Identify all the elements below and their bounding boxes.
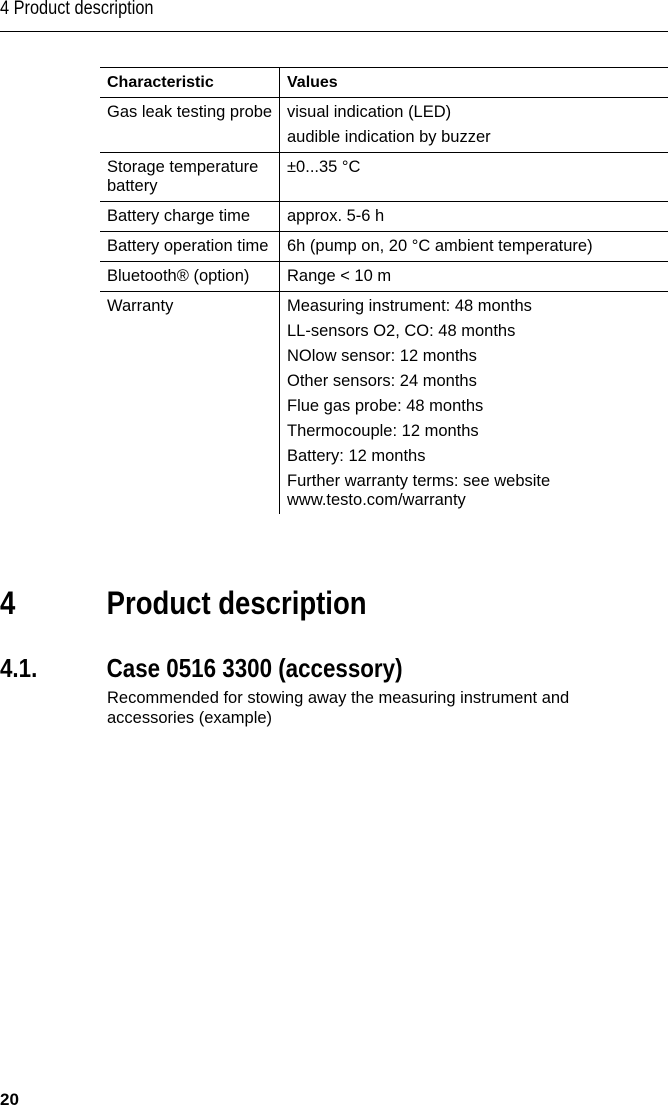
value-line: Battery: 12 months: [287, 447, 426, 465]
value-line: approx. 5-6 h: [287, 207, 385, 225]
section-paragraph: Recommended for stowing away the measuring instrument and accessories (example): [107, 689, 570, 727]
values-cell: [280, 262, 668, 292]
value-line: Further warranty terms: see website www.testo.com/warranty: [287, 472, 551, 509]
value-line: Flue gas probe: 48 months: [287, 397, 484, 415]
value-line: audible indication by buzzer: [287, 128, 491, 146]
characteristic-cell: Battery operation time: [100, 232, 280, 262]
section-number: 4.1.: [0, 653, 38, 683]
value-line: ±0...35 °C: [287, 158, 361, 176]
table-row: [100, 232, 668, 262]
value-line: Measuring instrument: 48 months: [287, 297, 532, 315]
values-cell: [280, 153, 668, 202]
value-line: Thermocouple: 12 months: [287, 422, 479, 440]
value-line: NOlow sensor: 12 months: [287, 347, 477, 365]
column-header-characteristic: Characteristic: [100, 68, 280, 98]
values-cell: [280, 202, 668, 232]
table-row: [100, 153, 668, 202]
characteristic-cell: Battery charge time: [100, 202, 280, 232]
value-line: LL-sensors O2, CO: 48 months: [287, 322, 516, 340]
page-number: 20: [0, 1090, 19, 1109]
section-heading: [0, 651, 403, 685]
values-cell: [280, 292, 668, 515]
characteristic-cell: Storage temperature battery: [100, 153, 280, 202]
characteristic-cell: Bluetooth® (option): [100, 262, 280, 292]
chapter-number: 4: [0, 585, 16, 621]
values-cell: [280, 98, 668, 153]
characteristic-cell: Warranty: [100, 292, 280, 515]
table-header-row: [100, 68, 668, 98]
value-line: Range < 10 m: [287, 267, 392, 285]
column-header-values: Values: [280, 68, 668, 98]
table-row: [100, 98, 668, 153]
specifications-table: [100, 67, 668, 514]
value-line: visual indication (LED): [287, 103, 452, 121]
chapter-title: Product description: [106, 585, 367, 621]
table-row: [100, 262, 668, 292]
value-line: Other sensors: 24 months: [287, 372, 477, 390]
running-header-title: 4 Product description: [0, 0, 154, 19]
table-row: [100, 292, 668, 515]
characteristic-cell: Gas leak testing probe: [100, 98, 280, 153]
section-title: Case 0516 3300 (accessory): [106, 653, 403, 683]
values-cell: [280, 232, 668, 262]
value-line: 6h (pump on, 20 °C ambient temperature): [287, 237, 593, 255]
running-header: [0, 0, 668, 32]
table-row: [100, 202, 668, 232]
chapter-heading: [0, 583, 367, 623]
